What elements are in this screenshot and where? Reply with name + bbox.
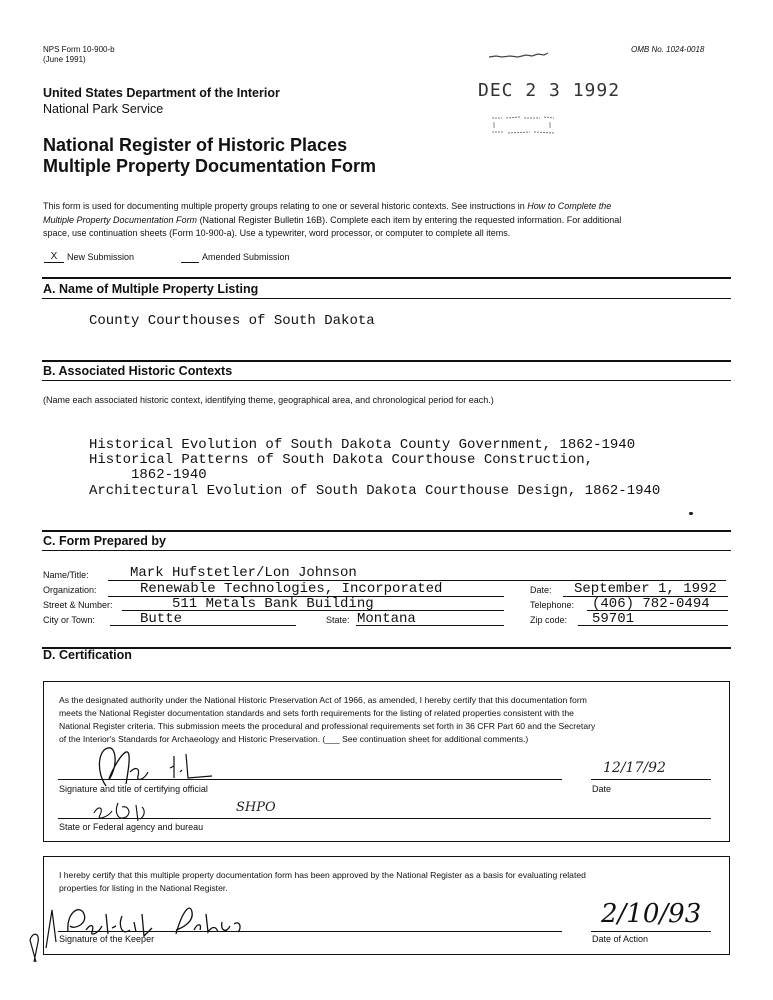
form-date: (June 1991) — [43, 55, 86, 64]
date-value[interactable]: September 1, 1992 — [574, 581, 717, 597]
name-title-label: Name/Title: — [43, 570, 89, 580]
form-title-line1: National Register of Historic Places — [43, 135, 348, 155]
service-name: National Park Service — [43, 102, 164, 116]
keeper-line-2: properties for listing in the National Register. — [59, 883, 228, 893]
new-submission-checkbox[interactable]: X — [44, 251, 64, 263]
name-title-value[interactable]: Mark Hufstetler/Lon Johnson — [130, 565, 357, 581]
section-c-bottom-rule — [42, 550, 731, 551]
historic-context-2-cont[interactable]: 1862-1940 — [89, 467, 207, 483]
section-b-top-rule — [42, 360, 731, 362]
telephone-label: Telephone: — [530, 600, 575, 610]
city-label: City or Town: — [43, 615, 95, 625]
historic-context-2[interactable]: Historical Patterns of South Dakota Courthouse Construction, — [89, 452, 594, 468]
section-d-top-rule — [42, 647, 731, 649]
state-label: State: — [326, 615, 350, 625]
state-value[interactable]: Montana — [357, 611, 416, 627]
organization-label: Organization: — [43, 585, 97, 595]
keeper-date-line — [591, 931, 711, 932]
omb-number: OMB No. 1024-0018 — [631, 45, 705, 54]
received-stamp-marks — [490, 112, 558, 138]
organization-value[interactable]: Renewable Technologies, Incorporated — [140, 581, 443, 597]
section-b-bottom-rule — [42, 380, 731, 381]
section-b-title: B. Associated Historic Contexts — [43, 364, 233, 378]
keeper-line-1: I hereby certify that this multiple property documentation form has been approved by the National Register as a basis for evaluating related — [59, 870, 586, 880]
certification-line-1: As the designated authority under the National Historic Preservation Act of 1966, as amended, I hereby certify that this documentation form — [59, 695, 587, 705]
instructions-italic-2: Multiple Property Documentation Form — [43, 214, 198, 225]
multiple-property-name[interactable]: County Courthouses of South Dakota — [89, 313, 375, 329]
zip-value[interactable]: 59701 — [592, 611, 635, 627]
keeper-signature-line — [58, 931, 562, 932]
street-value[interactable]: 511 Metals Bank Building — [172, 596, 374, 612]
section-a-title: A. Name of Multiple Property Listing — [43, 282, 259, 296]
certifying-date-label: Date — [592, 784, 612, 794]
amended-submission-checkbox[interactable] — [181, 251, 199, 263]
instructions-paragraph — [43, 200, 733, 241]
section-b-instruction: (Name each associated historic context, identifying theme, geographical area, and chronological period for each.) — [43, 395, 494, 405]
instructions-text-2: (National Register Bulletin 16B). Complete each item by entering the requested information. For additional — [197, 214, 622, 225]
street-label: Street & Number: — [43, 600, 113, 610]
keeper-date-handwritten: 2/10/93 — [601, 899, 702, 929]
form-title-line2: Multiple Property Documentation Form — [43, 156, 377, 176]
department-name: United States Department of the Interior — [43, 86, 280, 100]
form-number: NPS Form 10-900-b — [43, 45, 115, 54]
new-submission-label: New Submission — [67, 252, 135, 262]
certifying-date-handwritten: 12/17/92 — [603, 760, 666, 776]
historic-context-1[interactable]: Historical Evolution of South Dakota County Government, 1862-1940 — [89, 437, 636, 453]
instructions-italic-1: How to Complete the — [527, 201, 612, 211]
certifying-signature-label: Signature and title of certifying official — [59, 784, 208, 794]
certifying-date-line — [591, 779, 711, 780]
certification-line-2: meets the National Register documentation standards and sets forth requirements for the listing of related properties consistent with the — [59, 708, 574, 718]
historic-context-3[interactable]: Architectural Evolution of South Dakota Courthouse Design, 1862-1940 — [89, 483, 661, 499]
keeper-date-label: Date of Action — [592, 934, 649, 944]
section-c-title: C. Form Prepared by — [43, 534, 166, 548]
certification-line-3: National Register criteria. This submission meets the procedural and professional requirements set forth in 36 CFR Part 60 and the Secretary — [59, 721, 596, 731]
certification-line-4: of the Interior's Standards for Archaeology and Historic Preservation. (___ See continuation sheet for additional comments.) — [59, 734, 529, 744]
section-a-bottom-rule — [42, 298, 731, 299]
city-line — [110, 625, 296, 626]
received-stamp-scrawl — [488, 46, 550, 54]
agency-line — [58, 818, 711, 819]
stray-mark — [689, 512, 693, 515]
city-value[interactable]: Butte — [140, 611, 183, 627]
certifying-signature-line — [58, 779, 562, 780]
received-date-stamp: DEC 2 3 1992 — [478, 80, 621, 101]
section-a-top-rule — [42, 277, 731, 279]
official-title-text: SHPO — [236, 800, 276, 815]
keeper-signature-label: Signature of the Keeper — [59, 934, 155, 944]
date-label: Date: — [530, 585, 552, 595]
agency-label: State or Federal agency and bureau — [59, 822, 204, 832]
section-c-top-rule — [42, 530, 731, 532]
instructions-text-1: This form is used for documenting multiple property groups relating to one or several historic contexts. See instructions in — [43, 201, 528, 211]
instructions-text-3: space, use continuation sheets (Form 10-900-a). Use a typewriter, word processor, or computer to complete all items. — [43, 228, 511, 238]
telephone-value[interactable]: (406) 782-0494 — [592, 596, 710, 612]
zip-label: Zip code: — [530, 615, 568, 625]
certification-text — [59, 694, 724, 746]
section-d-title: D. Certification — [43, 648, 132, 662]
amended-submission-label: Amended Submission — [202, 252, 290, 262]
